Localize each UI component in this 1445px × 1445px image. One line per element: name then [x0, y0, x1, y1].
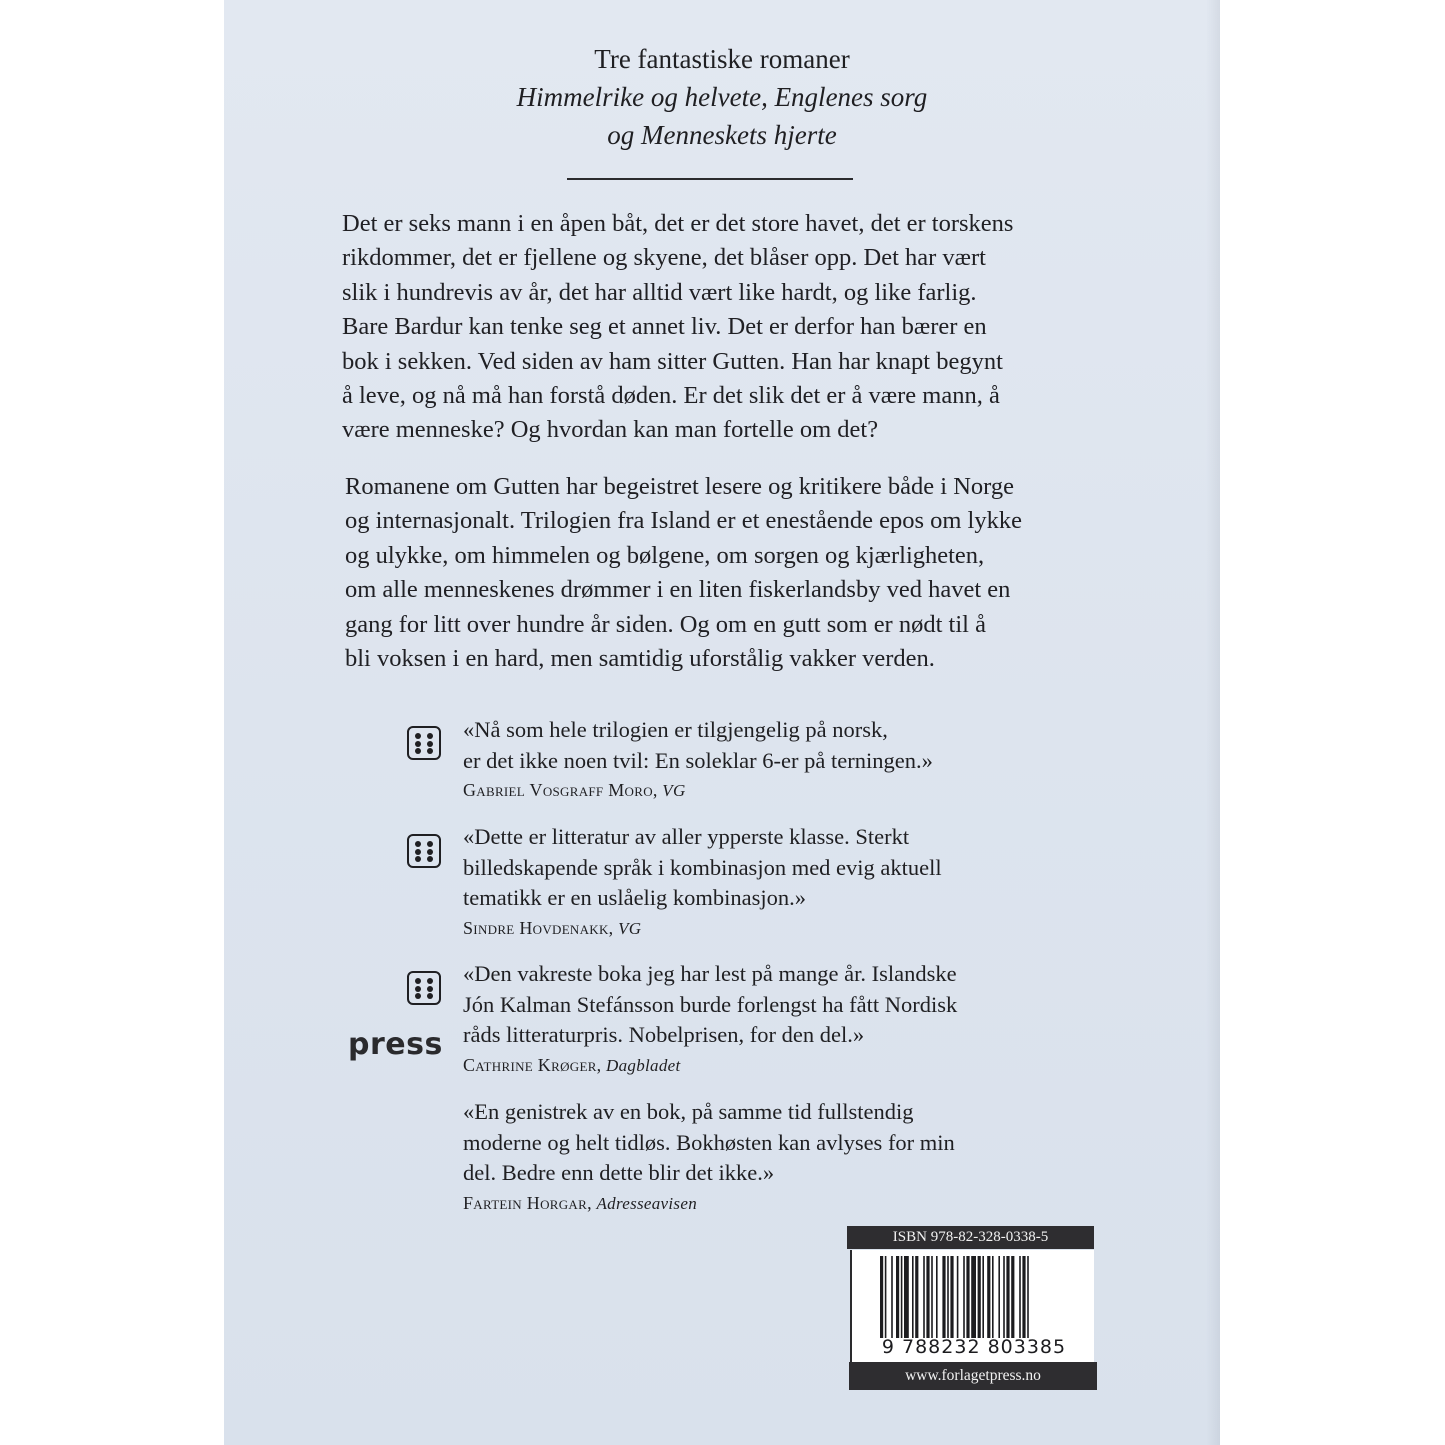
barcode-bars: [880, 1256, 1080, 1338]
barcode-digits: 9 788232 803385: [881, 1336, 1067, 1358]
publisher-logo: press: [348, 1027, 443, 1062]
barcode-bar: [978, 1256, 981, 1338]
dice-six-icon: [407, 971, 441, 1005]
cover-heading: Tre fantastiske romaner: [594, 44, 850, 74]
barcode-bar: [880, 1256, 883, 1338]
trilogy-titles-line1: Himmelrike og helvete, Englenes sorg: [516, 82, 928, 112]
barcode-bar: [950, 1256, 953, 1338]
barcode-bar: [1011, 1256, 1014, 1338]
isbn-label: ISBN 978-82-328-0338-5: [847, 1226, 1094, 1249]
barcode-bar: [1003, 1256, 1005, 1338]
dice-six-icon: [407, 834, 441, 868]
barcode-bar: [987, 1256, 990, 1338]
barcode-bar: [992, 1256, 994, 1338]
review-quote: [463, 715, 1043, 803]
barcode-bar: [896, 1256, 899, 1338]
barcode: [850, 1250, 1094, 1362]
reviewer-name: Fartein Horgar,: [463, 1192, 592, 1213]
publication-name: Adresseavisen: [596, 1193, 697, 1213]
barcode-bar: [891, 1256, 893, 1338]
barcode-bar: [1006, 1256, 1009, 1338]
barcode-bar: [923, 1256, 925, 1338]
barcode-bar: [957, 1256, 959, 1338]
barcode-bar: [963, 1256, 965, 1338]
barcode-bar: [1022, 1256, 1025, 1338]
publisher-url: www.forlagetpress.no: [849, 1362, 1097, 1390]
barcode-bar: [915, 1256, 918, 1338]
review-quote: [463, 1097, 1043, 1216]
review-text: «Nå som hele trilogien er tilgjengelig på norsk, er det ikke noen tvil: En soleklar 6-er på terningen.»: [463, 717, 933, 773]
book-back-cover: [224, 0, 1220, 1445]
barcode-bar: [942, 1256, 945, 1338]
publication-name: VG: [662, 781, 686, 801]
review-source: [463, 1191, 1043, 1216]
publication-name: VG: [618, 918, 642, 938]
review-source: [463, 916, 1043, 941]
publication-name: Dagbladet: [606, 1055, 681, 1075]
trilogy-titles-line2: og Menneskets hjerte: [607, 120, 837, 150]
review-text: «Dette er litteratur av aller ypperste klasse. Sterkt billedskapende språk i kombinasjon med evig aktuell tematikk er en uslåelig kombinasjon.»: [463, 824, 942, 911]
dice-six-icon: [407, 726, 441, 760]
cover-edge-shadow: [1206, 0, 1220, 1445]
divider-rule: [567, 178, 853, 180]
barcode-bar: [966, 1256, 969, 1338]
reviewer-name: Cathrine Krøger,: [463, 1054, 602, 1075]
reviewer-name: Sindre Hovdenakk,: [463, 917, 614, 938]
barcode-bar: [971, 1256, 976, 1338]
barcode-bar: [912, 1256, 914, 1338]
barcode-bar: [982, 1256, 984, 1338]
barcode-bar: [936, 1256, 938, 1338]
review-quote: [463, 822, 1043, 941]
reviewer-name: Gabriel Vosgraff Moro,: [463, 780, 658, 801]
barcode-bar: [947, 1256, 949, 1338]
review-text: «En genistrek av en bok, på samme tid fullstendig moderne og helt tidløs. Bokhøsten kan avlyses for min del. Bedre enn dette blir det ikke.»: [463, 1099, 955, 1186]
blurb-paragraph-2: Romanene om Gutten har begeistret lesere og kritikere både i Norge og internasjonalt. Trilogien fra Island er et enestående epos om lykke og ulykke, om himmelen og bølgene, om sorgen og kjærligheten, om alle menneskenes drømmer i en liten fiskerlandsby ved havet en gang for litt over hundre år siden. Og om en gutt som er nødt til å bli voksen i en hard, men samtidig uforstålig vakker verden.: [345, 473, 1022, 673]
review-text: «Den vakreste boka jeg har lest på mange år. Islandske Jón Kalman Stefánsson burde forlengst ha fått Nordisk råds litteraturpris. Nobelprisen, for den del.»: [463, 961, 958, 1048]
blurb-paragraph-1: Det er seks mann i en åpen båt, det er det store havet, det er torskens rikdommer, det er fjellene og skyene, det blåser opp. Det har vært slik i hundrevis av år, det har alltid vært like hardt, og like farlig. Bare Bardur kan tenke seg et annet liv. Det er derfor han bærer en bok i sekken. Ved siden av ham sitter Gutten. Han har knapt begynt å leve, og nå må han forstå døden. Er det slik det er å være mann, å være menneske? Og hvordan kan man fortelle om det?: [342, 210, 1014, 444]
barcode-bar: [926, 1256, 929, 1338]
barcode-bar: [1019, 1256, 1021, 1338]
review-source: [463, 1053, 1043, 1078]
barcode-bar: [901, 1256, 903, 1338]
barcode-bar: [1027, 1256, 1029, 1338]
barcode-bar: [904, 1256, 909, 1338]
review-source: [463, 778, 1043, 803]
review-quote: [463, 959, 1043, 1078]
barcode-bar: [885, 1256, 887, 1338]
barcode-bar: [998, 1256, 1000, 1338]
barcode-bar: [931, 1256, 933, 1338]
